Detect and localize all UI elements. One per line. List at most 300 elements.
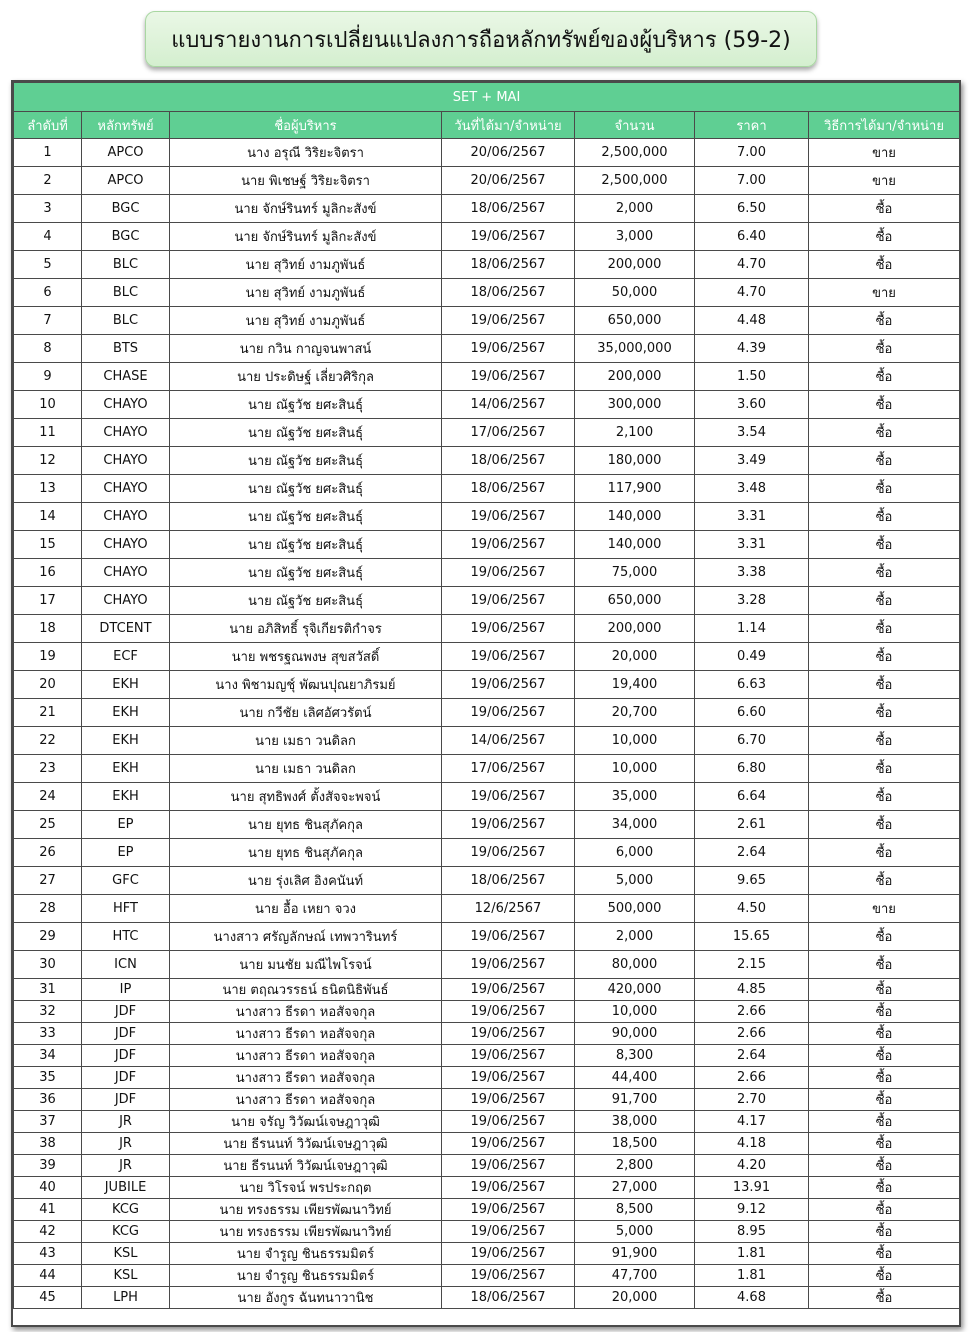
cell-seq: 10 — [14, 391, 82, 419]
table-row — [14, 1133, 960, 1155]
cell-security: CHAYO — [82, 531, 170, 559]
cell-security: JDF — [82, 1067, 170, 1089]
cell-price: 3.54 — [695, 419, 809, 447]
transactions-table-frame — [11, 80, 961, 1327]
table-row — [14, 335, 960, 363]
cell-seq: 33 — [14, 1023, 82, 1045]
cell-method: ซื้อ — [809, 783, 960, 811]
table-row — [14, 923, 960, 951]
cell-date: 19/06/2567 — [442, 1199, 575, 1221]
cell-date: 19/06/2567 — [442, 699, 575, 727]
cell-volume: 200,000 — [575, 251, 695, 279]
cell-executive: นาย จักษ์รินทร์ มูลิกะสังข์ — [170, 223, 442, 251]
cell-volume: 10,000 — [575, 727, 695, 755]
cell-date: 18/06/2567 — [442, 251, 575, 279]
cell-security: CHAYO — [82, 559, 170, 587]
cell-price: 9.12 — [695, 1199, 809, 1221]
cell-method: ซื้อ — [809, 643, 960, 671]
cell-seq: 29 — [14, 923, 82, 951]
cell-volume: 75,000 — [575, 559, 695, 587]
cell-seq: 27 — [14, 867, 82, 895]
cell-date: 14/06/2567 — [442, 727, 575, 755]
cell-security: HTC — [82, 923, 170, 951]
cell-executive: นาย ยุทธ ชินสุภัคกุล — [170, 839, 442, 867]
cell-seq: 25 — [14, 811, 82, 839]
cell-volume: 18,500 — [575, 1133, 695, 1155]
cell-security: CHAYO — [82, 587, 170, 615]
cell-seq: 44 — [14, 1265, 82, 1287]
cell-method: ซื้อ — [809, 979, 960, 1001]
cell-method: ซื้อ — [809, 1001, 960, 1023]
cell-executive: นาง พิชามญชุ์ พัฒนปุณยาภิรมย์ — [170, 671, 442, 699]
table-row — [14, 195, 960, 223]
cell-method: ซื้อ — [809, 615, 960, 643]
cell-price: 4.70 — [695, 279, 809, 307]
report-title-text: แบบรายงานการเปลี่ยนแปลงการถือหลักทรัพย์ของผู้บริหาร (59-2) — [171, 27, 791, 53]
cell-executive: นาย ณัฐวัช ยศะสินธุ์ — [170, 587, 442, 615]
cell-method: ซื้อ — [809, 531, 960, 559]
cell-executive: นาย เมธา วนดิลก — [170, 727, 442, 755]
cell-price: 1.50 — [695, 363, 809, 391]
cell-executive: นาย ทรงธรรม เพียรพัฒนาวิทย์ — [170, 1199, 442, 1221]
cell-price: 6.60 — [695, 699, 809, 727]
table-row — [14, 531, 960, 559]
cell-volume: 19,400 — [575, 671, 695, 699]
table-row — [14, 755, 960, 783]
cell-volume: 2,800 — [575, 1155, 695, 1177]
cell-method: ซื้อ — [809, 419, 960, 447]
cell-date: 19/06/2567 — [442, 979, 575, 1001]
cell-date: 18/06/2567 — [442, 195, 575, 223]
cell-method: ขาย — [809, 895, 960, 923]
table-row — [14, 951, 960, 979]
cell-security: BLC — [82, 279, 170, 307]
cell-method: ซื้อ — [809, 923, 960, 951]
cell-date: 19/06/2567 — [442, 1155, 575, 1177]
cell-price: 3.49 — [695, 447, 809, 475]
cell-seq: 34 — [14, 1045, 82, 1067]
cell-seq: 7 — [14, 307, 82, 335]
cell-date: 18/06/2567 — [442, 279, 575, 307]
cell-seq: 11 — [14, 419, 82, 447]
cell-method: ขาย — [809, 139, 960, 167]
table-row — [14, 1265, 960, 1287]
cell-volume: 2,100 — [575, 419, 695, 447]
cell-method: ซื้อ — [809, 251, 960, 279]
table-row — [14, 251, 960, 279]
table-row — [14, 1001, 960, 1023]
cell-method: ซื้อ — [809, 1023, 960, 1045]
table-row — [14, 307, 960, 335]
cell-security: EP — [82, 839, 170, 867]
cell-method: ซื้อ — [809, 195, 960, 223]
cell-executive: นาย ณัฐวัช ยศะสินธุ์ — [170, 447, 442, 475]
cell-date: 19/06/2567 — [442, 307, 575, 335]
cell-volume: 2,000 — [575, 923, 695, 951]
table-body — [14, 139, 960, 1309]
cell-volume: 27,000 — [575, 1177, 695, 1199]
cell-date: 19/06/2567 — [442, 1265, 575, 1287]
cell-seq: 18 — [14, 615, 82, 643]
cell-date: 19/06/2567 — [442, 615, 575, 643]
cell-date: 19/06/2567 — [442, 1067, 575, 1089]
cell-price: 4.70 — [695, 251, 809, 279]
cell-date: 20/06/2567 — [442, 167, 575, 195]
cell-executive: นาย จำรูญ ชินธรรมมิตร์ — [170, 1243, 442, 1265]
cell-security: EKH — [82, 671, 170, 699]
cell-price: 1.81 — [695, 1243, 809, 1265]
cell-volume: 34,000 — [575, 811, 695, 839]
cell-price: 2.66 — [695, 1001, 809, 1023]
cell-security: BGC — [82, 195, 170, 223]
cell-date: 19/06/2567 — [442, 363, 575, 391]
cell-executive: นาย สุวิทย์ งามภูพันธ์ — [170, 279, 442, 307]
cell-executive: นาย วิโรจน์ พรประกฤต — [170, 1177, 442, 1199]
cell-security: KSL — [82, 1243, 170, 1265]
cell-method: ซื้อ — [809, 839, 960, 867]
cell-seq: 3 — [14, 195, 82, 223]
table-row — [14, 139, 960, 167]
cell-volume: 20,700 — [575, 699, 695, 727]
cell-date: 19/06/2567 — [442, 1001, 575, 1023]
cell-executive: นางสาว ธีรดา หอสัจจกุล — [170, 1023, 442, 1045]
cell-seq: 4 — [14, 223, 82, 251]
cell-executive: นางสาว ธีรดา หอสัจจกุล — [170, 1045, 442, 1067]
cell-security: KCG — [82, 1199, 170, 1221]
cell-price: 6.63 — [695, 671, 809, 699]
cell-executive: นาย ณัฐวัช ยศะสินธุ์ — [170, 391, 442, 419]
cell-price: 2.64 — [695, 1045, 809, 1067]
cell-executive: นาย กวีชัย เลิศอัศวรัตน์ — [170, 699, 442, 727]
cell-executive: นาย อภิสิทธิ์ รุจิเกียรติกำจร — [170, 615, 442, 643]
cell-price: 6.50 — [695, 195, 809, 223]
cell-seq: 6 — [14, 279, 82, 307]
cell-date: 19/06/2567 — [442, 1133, 575, 1155]
table-row — [14, 867, 960, 895]
cell-volume: 20,000 — [575, 1287, 695, 1309]
cell-date: 19/06/2567 — [442, 1243, 575, 1265]
cell-price: 4.85 — [695, 979, 809, 1001]
cell-price: 2.66 — [695, 1067, 809, 1089]
cell-executive: นาย ณัฐวัช ยศะสินธุ์ — [170, 503, 442, 531]
cell-date: 19/06/2567 — [442, 839, 575, 867]
cell-volume: 180,000 — [575, 447, 695, 475]
table-row — [14, 363, 960, 391]
table-row — [14, 783, 960, 811]
cell-seq: 35 — [14, 1067, 82, 1089]
cell-method: ซื้อ — [809, 223, 960, 251]
table-row — [14, 895, 960, 923]
table-row — [14, 811, 960, 839]
table-row — [14, 727, 960, 755]
cell-seq: 30 — [14, 951, 82, 979]
cell-security: JR — [82, 1133, 170, 1155]
cell-security: CHAYO — [82, 391, 170, 419]
table-row — [14, 1045, 960, 1067]
cell-method: ซื้อ — [809, 811, 960, 839]
table-row — [14, 167, 960, 195]
table-row — [14, 979, 960, 1001]
cell-seq: 2 — [14, 167, 82, 195]
col-header-volume: จำนวน — [575, 112, 695, 139]
cell-method: ซื้อ — [809, 559, 960, 587]
cell-volume: 20,000 — [575, 643, 695, 671]
cell-price: 15.65 — [695, 923, 809, 951]
cell-executive: นาย ณัฐวัช ยศะสินธุ์ — [170, 531, 442, 559]
cell-seq: 1 — [14, 139, 82, 167]
cell-method: ซื้อ — [809, 1243, 960, 1265]
cell-volume: 2,500,000 — [575, 139, 695, 167]
cell-volume: 38,000 — [575, 1111, 695, 1133]
cell-seq: 13 — [14, 475, 82, 503]
cell-method: ซื้อ — [809, 307, 960, 335]
cell-price: 4.17 — [695, 1111, 809, 1133]
cell-executive: นาย พชรฐณพงษ สุขสวัสดิ์ — [170, 643, 442, 671]
col-header-date: วันที่ได้มา/จำหน่าย — [442, 112, 575, 139]
cell-volume: 8,500 — [575, 1199, 695, 1221]
cell-price: 6.80 — [695, 755, 809, 783]
cell-security: ECF — [82, 643, 170, 671]
cell-executive: นาย พิเชษฐ์ วิริยะจิตรา — [170, 167, 442, 195]
cell-price: 6.70 — [695, 727, 809, 755]
cell-security: KSL — [82, 1265, 170, 1287]
cell-executive: นาย ณัฐวัช ยศะสินธุ์ — [170, 559, 442, 587]
col-header-executive: ชื่อผู้บริหาร — [170, 112, 442, 139]
cell-seq: 43 — [14, 1243, 82, 1265]
cell-volume: 5,000 — [575, 867, 695, 895]
cell-executive: นาย ประดิษฐ์ เลี่ยวศิริกุล — [170, 363, 442, 391]
cell-seq: 21 — [14, 699, 82, 727]
cell-method: ซื้อ — [809, 1089, 960, 1111]
cell-method: ซื้อ — [809, 1067, 960, 1089]
cell-executive: นาย จรัญ วิวัฒน์เจษฎาวุฒิ — [170, 1111, 442, 1133]
table-row — [14, 1177, 960, 1199]
cell-executive: นางสาว ศรัญลักษณ์ เทพวารินทร์ — [170, 923, 442, 951]
cell-volume: 10,000 — [575, 755, 695, 783]
cell-date: 19/06/2567 — [442, 1089, 575, 1111]
cell-security: CHAYO — [82, 447, 170, 475]
cell-method: ซื้อ — [809, 1199, 960, 1221]
cell-security: JR — [82, 1155, 170, 1177]
cell-price: 3.28 — [695, 587, 809, 615]
cell-seq: 23 — [14, 755, 82, 783]
cell-security: CHAYO — [82, 419, 170, 447]
cell-date: 19/06/2567 — [442, 951, 575, 979]
table-row — [14, 1155, 960, 1177]
cell-executive: นาย สุวิทย์ งามภูพันธ์ — [170, 251, 442, 279]
cell-seq: 28 — [14, 895, 82, 923]
cell-volume: 50,000 — [575, 279, 695, 307]
cell-volume: 420,000 — [575, 979, 695, 1001]
cell-executive: นาย ยุทธ ชินสุภัคกุล — [170, 811, 442, 839]
cell-executive: นาย ณัฐวัช ยศะสินธุ์ — [170, 419, 442, 447]
cell-price: 9.65 — [695, 867, 809, 895]
cell-security: DTCENT — [82, 615, 170, 643]
cell-price: 0.49 — [695, 643, 809, 671]
cell-price: 1.81 — [695, 1265, 809, 1287]
cell-price: 3.31 — [695, 503, 809, 531]
cell-seq: 5 — [14, 251, 82, 279]
cell-price: 4.18 — [695, 1133, 809, 1155]
cell-price: 2.64 — [695, 839, 809, 867]
cell-price: 4.39 — [695, 335, 809, 363]
cell-seq: 40 — [14, 1177, 82, 1199]
cell-security: JDF — [82, 1045, 170, 1067]
cell-security: EKH — [82, 727, 170, 755]
cell-method: ซื้อ — [809, 671, 960, 699]
column-header-row — [14, 112, 960, 139]
cell-security: ICN — [82, 951, 170, 979]
cell-volume: 3,000 — [575, 223, 695, 251]
cell-volume: 117,900 — [575, 475, 695, 503]
cell-price: 6.64 — [695, 783, 809, 811]
cell-method: ซื้อ — [809, 363, 960, 391]
cell-security: EP — [82, 811, 170, 839]
cell-seq: 42 — [14, 1221, 82, 1243]
col-header-security: หลักทรัพย์ — [82, 112, 170, 139]
cell-method: ซื้อ — [809, 1155, 960, 1177]
cell-volume: 200,000 — [575, 615, 695, 643]
cell-method: ซื้อ — [809, 1221, 960, 1243]
market-band: SET + MAI — [14, 83, 960, 112]
cell-seq: 19 — [14, 643, 82, 671]
cell-price: 7.00 — [695, 167, 809, 195]
cell-price: 4.20 — [695, 1155, 809, 1177]
cell-volume: 140,000 — [575, 503, 695, 531]
cell-security: HFT — [82, 895, 170, 923]
cell-method: ซื้อ — [809, 867, 960, 895]
cell-security: CHASE — [82, 363, 170, 391]
cell-executive: นาง อรุณี วิริยะจิตรา — [170, 139, 442, 167]
table-row — [14, 643, 960, 671]
cell-seq: 37 — [14, 1111, 82, 1133]
cell-price: 3.38 — [695, 559, 809, 587]
cell-seq: 45 — [14, 1287, 82, 1309]
cell-executive: นาย รุ่งเลิศ อิงคนันท์ — [170, 867, 442, 895]
cell-executive: นาย ตฤณวรรธน์ ธนิตนิธิพันธ์ — [170, 979, 442, 1001]
cell-security: EKH — [82, 699, 170, 727]
cell-price: 6.40 — [695, 223, 809, 251]
cell-security: BGC — [82, 223, 170, 251]
table-row — [14, 1243, 960, 1265]
cell-executive: นาย อื้อ เหยา จวง — [170, 895, 442, 923]
cell-seq: 38 — [14, 1133, 82, 1155]
cell-seq: 17 — [14, 587, 82, 615]
cell-executive: นาย ธีรนนท์ วิวัฒน์เจษฎาวุฒิ — [170, 1155, 442, 1177]
cell-seq: 41 — [14, 1199, 82, 1221]
cell-security: BTS — [82, 335, 170, 363]
cell-date: 19/06/2567 — [442, 1111, 575, 1133]
cell-executive: นาย จำรูญ ชินธรรมมิตร์ — [170, 1265, 442, 1287]
cell-executive: นางสาว ธีรดา หอสัจจกุล — [170, 1001, 442, 1023]
table-row — [14, 223, 960, 251]
cell-volume: 650,000 — [575, 587, 695, 615]
cell-security: CHAYO — [82, 503, 170, 531]
cell-volume: 47,700 — [575, 1265, 695, 1287]
cell-method: ซื้อ — [809, 755, 960, 783]
cell-volume: 5,000 — [575, 1221, 695, 1243]
cell-seq: 31 — [14, 979, 82, 1001]
cell-method: ซื้อ — [809, 1287, 960, 1309]
cell-security: KCG — [82, 1221, 170, 1243]
cell-method: ซื้อ — [809, 951, 960, 979]
cell-price: 4.50 — [695, 895, 809, 923]
table-row — [14, 419, 960, 447]
cell-executive: นาย เมธา วนดิลก — [170, 755, 442, 783]
cell-security: GFC — [82, 867, 170, 895]
table-row — [14, 839, 960, 867]
cell-date: 19/06/2567 — [442, 1045, 575, 1067]
report-title — [145, 11, 817, 67]
market-band-row — [14, 83, 960, 112]
cell-seq: 32 — [14, 1001, 82, 1023]
cell-executive: นาย อังกูร ฉันทนาวานิช — [170, 1287, 442, 1309]
table-row — [14, 475, 960, 503]
cell-executive: นาย ณัฐวัช ยศะสินธุ์ — [170, 475, 442, 503]
table-row — [14, 615, 960, 643]
table-row — [14, 1111, 960, 1133]
table-row — [14, 1089, 960, 1111]
cell-executive: นางสาว ธีรดา หอสัจจกุล — [170, 1089, 442, 1111]
cell-method: ซื้อ — [809, 587, 960, 615]
cell-date: 19/06/2567 — [442, 923, 575, 951]
cell-executive: นาย กวิน กาญจนพาสน์ — [170, 335, 442, 363]
cell-price: 2.61 — [695, 811, 809, 839]
cell-seq: 20 — [14, 671, 82, 699]
cell-date: 19/06/2567 — [442, 335, 575, 363]
cell-security: LPH — [82, 1287, 170, 1309]
cell-method: ซื้อ — [809, 1045, 960, 1067]
cell-method: ขาย — [809, 167, 960, 195]
cell-price: 7.00 — [695, 139, 809, 167]
cell-security: APCO — [82, 167, 170, 195]
table-row — [14, 559, 960, 587]
cell-method: ซื้อ — [809, 1111, 960, 1133]
table-row — [14, 447, 960, 475]
cell-date: 19/06/2567 — [442, 531, 575, 559]
cell-date: 19/06/2567 — [442, 223, 575, 251]
cell-security: BLC — [82, 251, 170, 279]
cell-date: 14/06/2567 — [442, 391, 575, 419]
cell-method: ซื้อ — [809, 447, 960, 475]
cell-price: 4.48 — [695, 307, 809, 335]
col-header-seq: ลำดับที่ — [14, 112, 82, 139]
cell-seq: 15 — [14, 531, 82, 559]
transactions-table — [13, 82, 960, 1309]
cell-executive: นาย มนชัย มณีไพโรจน์ — [170, 951, 442, 979]
cell-price: 8.95 — [695, 1221, 809, 1243]
cell-price: 3.60 — [695, 391, 809, 419]
cell-date: 19/06/2567 — [442, 1177, 575, 1199]
cell-volume: 91,900 — [575, 1243, 695, 1265]
cell-volume: 500,000 — [575, 895, 695, 923]
cell-executive: นาย จักษ์รินทร์ มูลิกะสังข์ — [170, 195, 442, 223]
cell-date: 19/06/2567 — [442, 587, 575, 615]
cell-price: 4.68 — [695, 1287, 809, 1309]
table-row — [14, 279, 960, 307]
cell-executive: นาย ธีรนนท์ วิวัฒน์เจษฎาวุฒิ — [170, 1133, 442, 1155]
cell-seq: 39 — [14, 1155, 82, 1177]
cell-security: EKH — [82, 783, 170, 811]
cell-seq: 9 — [14, 363, 82, 391]
cell-executive: นาย ทรงธรรม เพียรพัฒนาวิทย์ — [170, 1221, 442, 1243]
cell-date: 12/6/2567 — [442, 895, 575, 923]
cell-seq: 26 — [14, 839, 82, 867]
cell-security: JUBILE — [82, 1177, 170, 1199]
cell-date: 19/06/2567 — [442, 671, 575, 699]
cell-date: 19/06/2567 — [442, 503, 575, 531]
cell-date: 19/06/2567 — [442, 783, 575, 811]
